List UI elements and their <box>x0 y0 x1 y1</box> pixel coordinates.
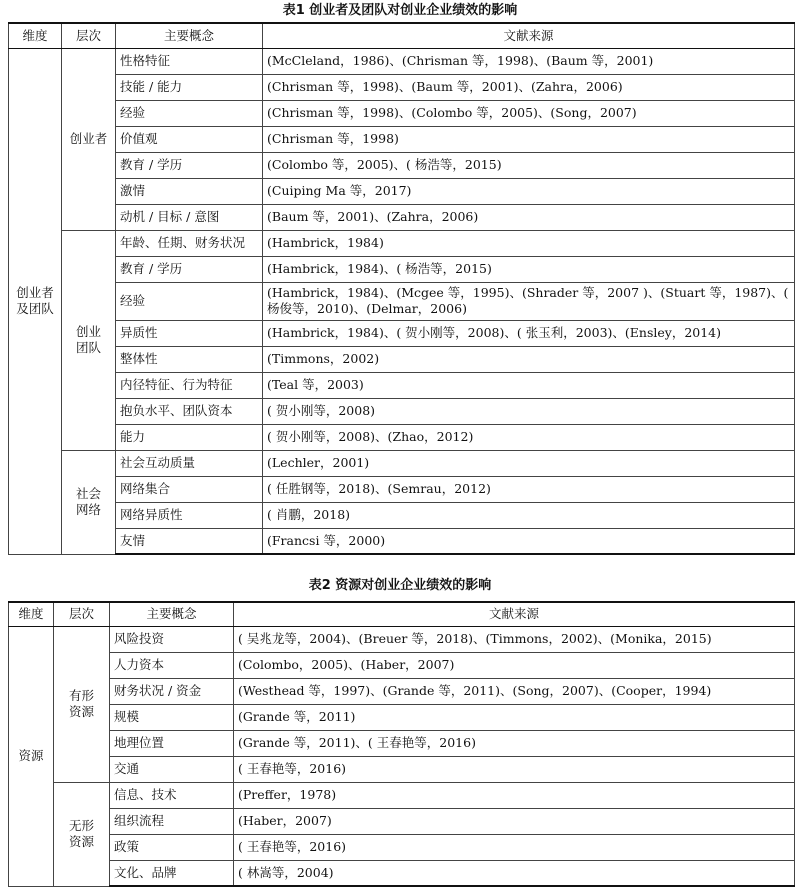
concept-cell: 激情 <box>116 178 263 204</box>
concept-cell: 年龄、任期、财务状况 <box>116 230 263 256</box>
source-cell: (Haber，2007) <box>234 808 795 834</box>
level-label: 创业 <box>75 324 101 339</box>
source-cell: (Grande 等，2011)、( 王春艳等，2016) <box>234 730 795 756</box>
concept-cell: 能力 <box>116 424 263 450</box>
source-cell: (Colombo，2005)、(Haber，2007) <box>234 652 795 678</box>
concept-cell: 经验 <box>116 282 263 320</box>
table-row <box>9 704 795 730</box>
table-row <box>9 126 795 152</box>
table-row <box>9 476 795 502</box>
source-cell: (Cuiping Ma 等，2017) <box>263 178 795 204</box>
source-cell: (Lechler，2001) <box>263 450 795 476</box>
table-row <box>9 834 795 860</box>
header-cell: 主要概念 <box>110 602 234 626</box>
header-cell: 维度 <box>9 23 62 48</box>
dimension-label: 资源 <box>18 748 44 763</box>
concept-cell: 风险投资 <box>110 626 234 652</box>
table-row <box>9 256 795 282</box>
header-cell: 层次 <box>62 23 116 48</box>
concept-cell: 抱负水平、团队资本 <box>116 398 263 424</box>
concept-cell: 友情 <box>116 528 263 554</box>
table-row <box>9 678 795 704</box>
concept-cell: 社会互动质量 <box>116 450 263 476</box>
concept-cell: 教育 / 学历 <box>116 152 263 178</box>
level-label: 社会 <box>75 486 101 501</box>
table2 <box>8 601 795 887</box>
concept-cell: 组织流程 <box>110 808 234 834</box>
concept-cell: 网络异质性 <box>116 502 263 528</box>
source-cell: (McCleland，1986)、(Chrisman 等，1998)、(Baum 等，2001) <box>263 48 795 74</box>
level-label: 资源 <box>68 834 94 849</box>
concept-cell: 技能 / 能力 <box>116 74 263 100</box>
table-row <box>9 626 795 652</box>
source-cell: (Hambrick，1984)、( 贺小刚等，2008)、( 张玉利，2003)、(Ensley，2014) <box>263 320 795 346</box>
table-row <box>9 782 795 808</box>
source-cell: ( 吴兆龙等，2004)、(Breuer 等，2018)、(Timmons，2002)、(Monika，2015) <box>234 626 795 652</box>
table-row <box>9 502 795 528</box>
source-cell: (Westhead 等，1997)、(Grande 等，2011)、(Song，2007)、(Cooper，1994) <box>234 678 795 704</box>
source-cell: ( 肖鹏，2018) <box>263 502 795 528</box>
source-cell: (Chrisman 等，1998)、(Baum 等，2001)、(Zahra，2006) <box>263 74 795 100</box>
level-label: 创业者 <box>69 131 108 146</box>
level-cell <box>54 626 110 782</box>
source-cell: (Hambrick，1984) <box>263 230 795 256</box>
dimension-cell <box>9 48 62 554</box>
source-cell: (Teal 等，2003) <box>263 372 795 398</box>
table-row <box>9 204 795 230</box>
table1-caption: 表1 创业者及团队对创业企业绩效的影响 <box>282 3 518 18</box>
concept-cell: 价值观 <box>116 126 263 152</box>
table-row <box>9 756 795 782</box>
header-cell: 文献来源 <box>234 602 795 626</box>
dimension-cell <box>9 626 54 886</box>
concept-cell: 经验 <box>116 100 263 126</box>
concept-cell: 交通 <box>110 756 234 782</box>
table-row <box>9 398 795 424</box>
header-cell: 文献来源 <box>263 23 795 48</box>
table-row <box>9 528 795 554</box>
concept-cell: 整体性 <box>116 346 263 372</box>
dimension-label: 创业者 <box>16 285 54 300</box>
level-label: 网络 <box>75 502 101 517</box>
table-row <box>9 450 795 476</box>
source-cell: (Hambrick，1984)、( 杨浩等，2015) <box>263 256 795 282</box>
source-cell: ( 王春艳等，2016) <box>234 834 795 860</box>
concept-cell: 人力资本 <box>110 652 234 678</box>
source-cell: (Timmons，2002) <box>263 346 795 372</box>
concept-cell: 内径特征、行为特征 <box>116 372 263 398</box>
header-cell: 层次 <box>54 602 110 626</box>
source-cell: ( 任胜钢等，2018)、(Semrau，2012) <box>263 476 795 502</box>
table-row <box>9 860 795 886</box>
source-cell: (Baum 等，2001)、(Zahra，2006) <box>263 204 795 230</box>
level-label: 资源 <box>68 704 94 719</box>
header-cell: 主要概念 <box>116 23 263 48</box>
table-row <box>9 320 795 346</box>
source-cell: (Francsi 等，2000) <box>263 528 795 554</box>
source-cell: (Chrisman 等，1998)、(Colombo 等，2005)、(Song，2007) <box>263 100 795 126</box>
source-cell: (Chrisman 等，1998) <box>263 126 795 152</box>
concept-cell: 信息、技术 <box>110 782 234 808</box>
source-cell: (Hambrick，1984)、(Mcgee 等，1995)、(Shrader 等，2007 )、(Stuart 等，1987)、( 杨俊等，2010)、(Delmar，2006) <box>263 282 795 320</box>
source-cell: (Colombo 等，2005)、( 杨浩等，2015) <box>263 152 795 178</box>
source-cell: ( 贺小刚等，2008) <box>263 398 795 424</box>
concept-cell: 规模 <box>110 704 234 730</box>
level-label: 无形 <box>68 818 94 833</box>
table-row <box>9 372 795 398</box>
level-cell <box>54 782 110 886</box>
source-cell: ( 王春艳等，2016) <box>234 756 795 782</box>
table2-caption: 表2 资源对创业企业绩效的影响 <box>308 578 492 593</box>
concept-cell: 文化、品牌 <box>110 860 234 886</box>
concept-cell: 动机 / 目标 / 意图 <box>116 204 263 230</box>
concept-cell: 教育 / 学历 <box>116 256 263 282</box>
table-row <box>9 48 795 74</box>
level-label: 团队 <box>75 340 101 355</box>
table-row <box>9 282 795 320</box>
table-row <box>9 230 795 256</box>
dimension-label: 及团队 <box>16 301 54 316</box>
level-cell <box>62 230 116 450</box>
table-row <box>9 178 795 204</box>
table-row <box>9 346 795 372</box>
concept-cell: 政策 <box>110 834 234 860</box>
level-label: 有形 <box>68 688 94 703</box>
concept-cell: 异质性 <box>116 320 263 346</box>
level-cell <box>62 48 116 230</box>
concept-cell: 网络集合 <box>116 476 263 502</box>
source-cell: (Grande 等，2011) <box>234 704 795 730</box>
table-row <box>9 100 795 126</box>
table1 <box>8 22 795 555</box>
source-cell: ( 贺小刚等，2008)、(Zhao，2012) <box>263 424 795 450</box>
source-cell: ( 林嵩等，2004) <box>234 860 795 886</box>
concept-cell: 财务状况 / 资金 <box>110 678 234 704</box>
table-row <box>9 152 795 178</box>
level-cell <box>62 450 116 554</box>
table-row <box>9 730 795 756</box>
concept-cell: 性格特征 <box>116 48 263 74</box>
concept-cell: 地理位置 <box>110 730 234 756</box>
source-cell: (Preffer，1978) <box>234 782 795 808</box>
table-row <box>9 424 795 450</box>
table-row <box>9 652 795 678</box>
table-row <box>9 74 795 100</box>
header-cell: 维度 <box>9 602 54 626</box>
table-row <box>9 808 795 834</box>
